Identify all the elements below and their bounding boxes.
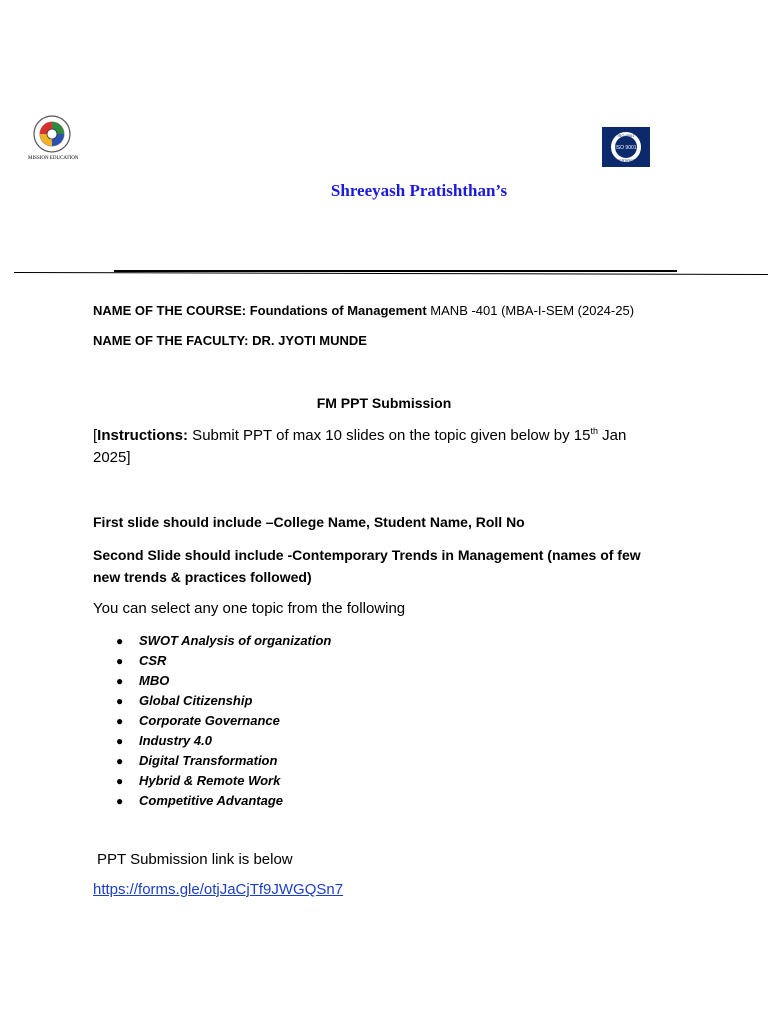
list-item	[93, 791, 331, 811]
instructions-open: [	[93, 427, 98, 444]
topic-label: CSR	[139, 653, 167, 668]
bullet-icon: ●	[116, 754, 124, 768]
iso-certified-badge	[602, 127, 650, 167]
list-item	[93, 771, 331, 791]
topic-label: MBO	[139, 673, 170, 688]
topic-label: Digital Transformation	[139, 753, 278, 768]
bullet-icon: ●	[116, 654, 124, 668]
select-topic-text: You can select any one topic from the following	[93, 600, 406, 617]
bullet-icon: ●	[116, 694, 124, 708]
iso-bottom-text: CERTIFIED	[616, 159, 636, 163]
list-item	[93, 751, 331, 771]
topic-label: Industry 4.0	[139, 733, 212, 748]
header-rule	[14, 272, 768, 275]
logo-caption: MISSION EDUCATION	[28, 156, 79, 161]
submission-text: PPT Submission link is below	[97, 851, 293, 868]
list-item	[93, 691, 331, 711]
list-item	[93, 731, 331, 751]
bullet-icon: ●	[116, 634, 124, 648]
organization-name: Shreeyash Pratishthan’s	[330, 181, 508, 200]
bullet-icon: ●	[116, 714, 124, 728]
topic-label: Corporate Governance	[139, 713, 280, 728]
first-slide-requirement: First slide should include –College Name, Student Name, Roll No	[93, 514, 525, 530]
institute-logo	[24, 112, 86, 168]
instructions-label: Instructions:	[97, 427, 189, 444]
second-slide-requirement: Second Slide should include -Contemporary Trends in Management (names of few new trends & practices followed)	[93, 547, 641, 585]
topic-label: SWOT Analysis of organization	[139, 633, 332, 648]
topic-label: Competitive Advantage	[139, 793, 283, 808]
header-rule-thick	[114, 270, 677, 272]
list-item	[93, 631, 331, 651]
instructions-sup: th	[590, 426, 598, 436]
bullet-icon: ●	[116, 734, 124, 748]
list-item	[93, 671, 331, 691]
bullet-icon: ●	[116, 794, 124, 808]
bullet-icon: ●	[116, 774, 124, 788]
course-name: Foundations of Management	[249, 303, 427, 318]
faculty-line: NAME OF THE FACULTY: DR. JYOTI MUNDE	[93, 333, 367, 348]
bullet-icon: ●	[116, 674, 124, 688]
topic-list	[93, 631, 331, 811]
page-title: FM PPT Submission	[316, 395, 452, 411]
topic-label: Global Citizenship	[139, 693, 253, 708]
instructions-text: Submit PPT of max 10 slides on the topic given below by 15	[188, 427, 591, 444]
course-line	[93, 303, 634, 318]
course-code: MANB -401 (MBA-I-SEM (2024-25)	[426, 303, 635, 318]
list-item	[93, 711, 331, 731]
submission-link[interactable]: https://forms.gle/otjJaCjTf9JWGQSn7	[93, 881, 344, 898]
instructions	[93, 425, 693, 469]
instructions-after: Jan	[597, 427, 627, 444]
list-item	[93, 651, 331, 671]
iso-mid-text: ISO 9001	[615, 145, 637, 151]
iso-top-text: ISO 9001	[617, 133, 635, 138]
instructions-line2: 2025]	[93, 449, 131, 466]
course-label: NAME OF THE COURSE:	[93, 303, 250, 318]
topic-label: Hybrid & Remote Work	[139, 773, 281, 788]
